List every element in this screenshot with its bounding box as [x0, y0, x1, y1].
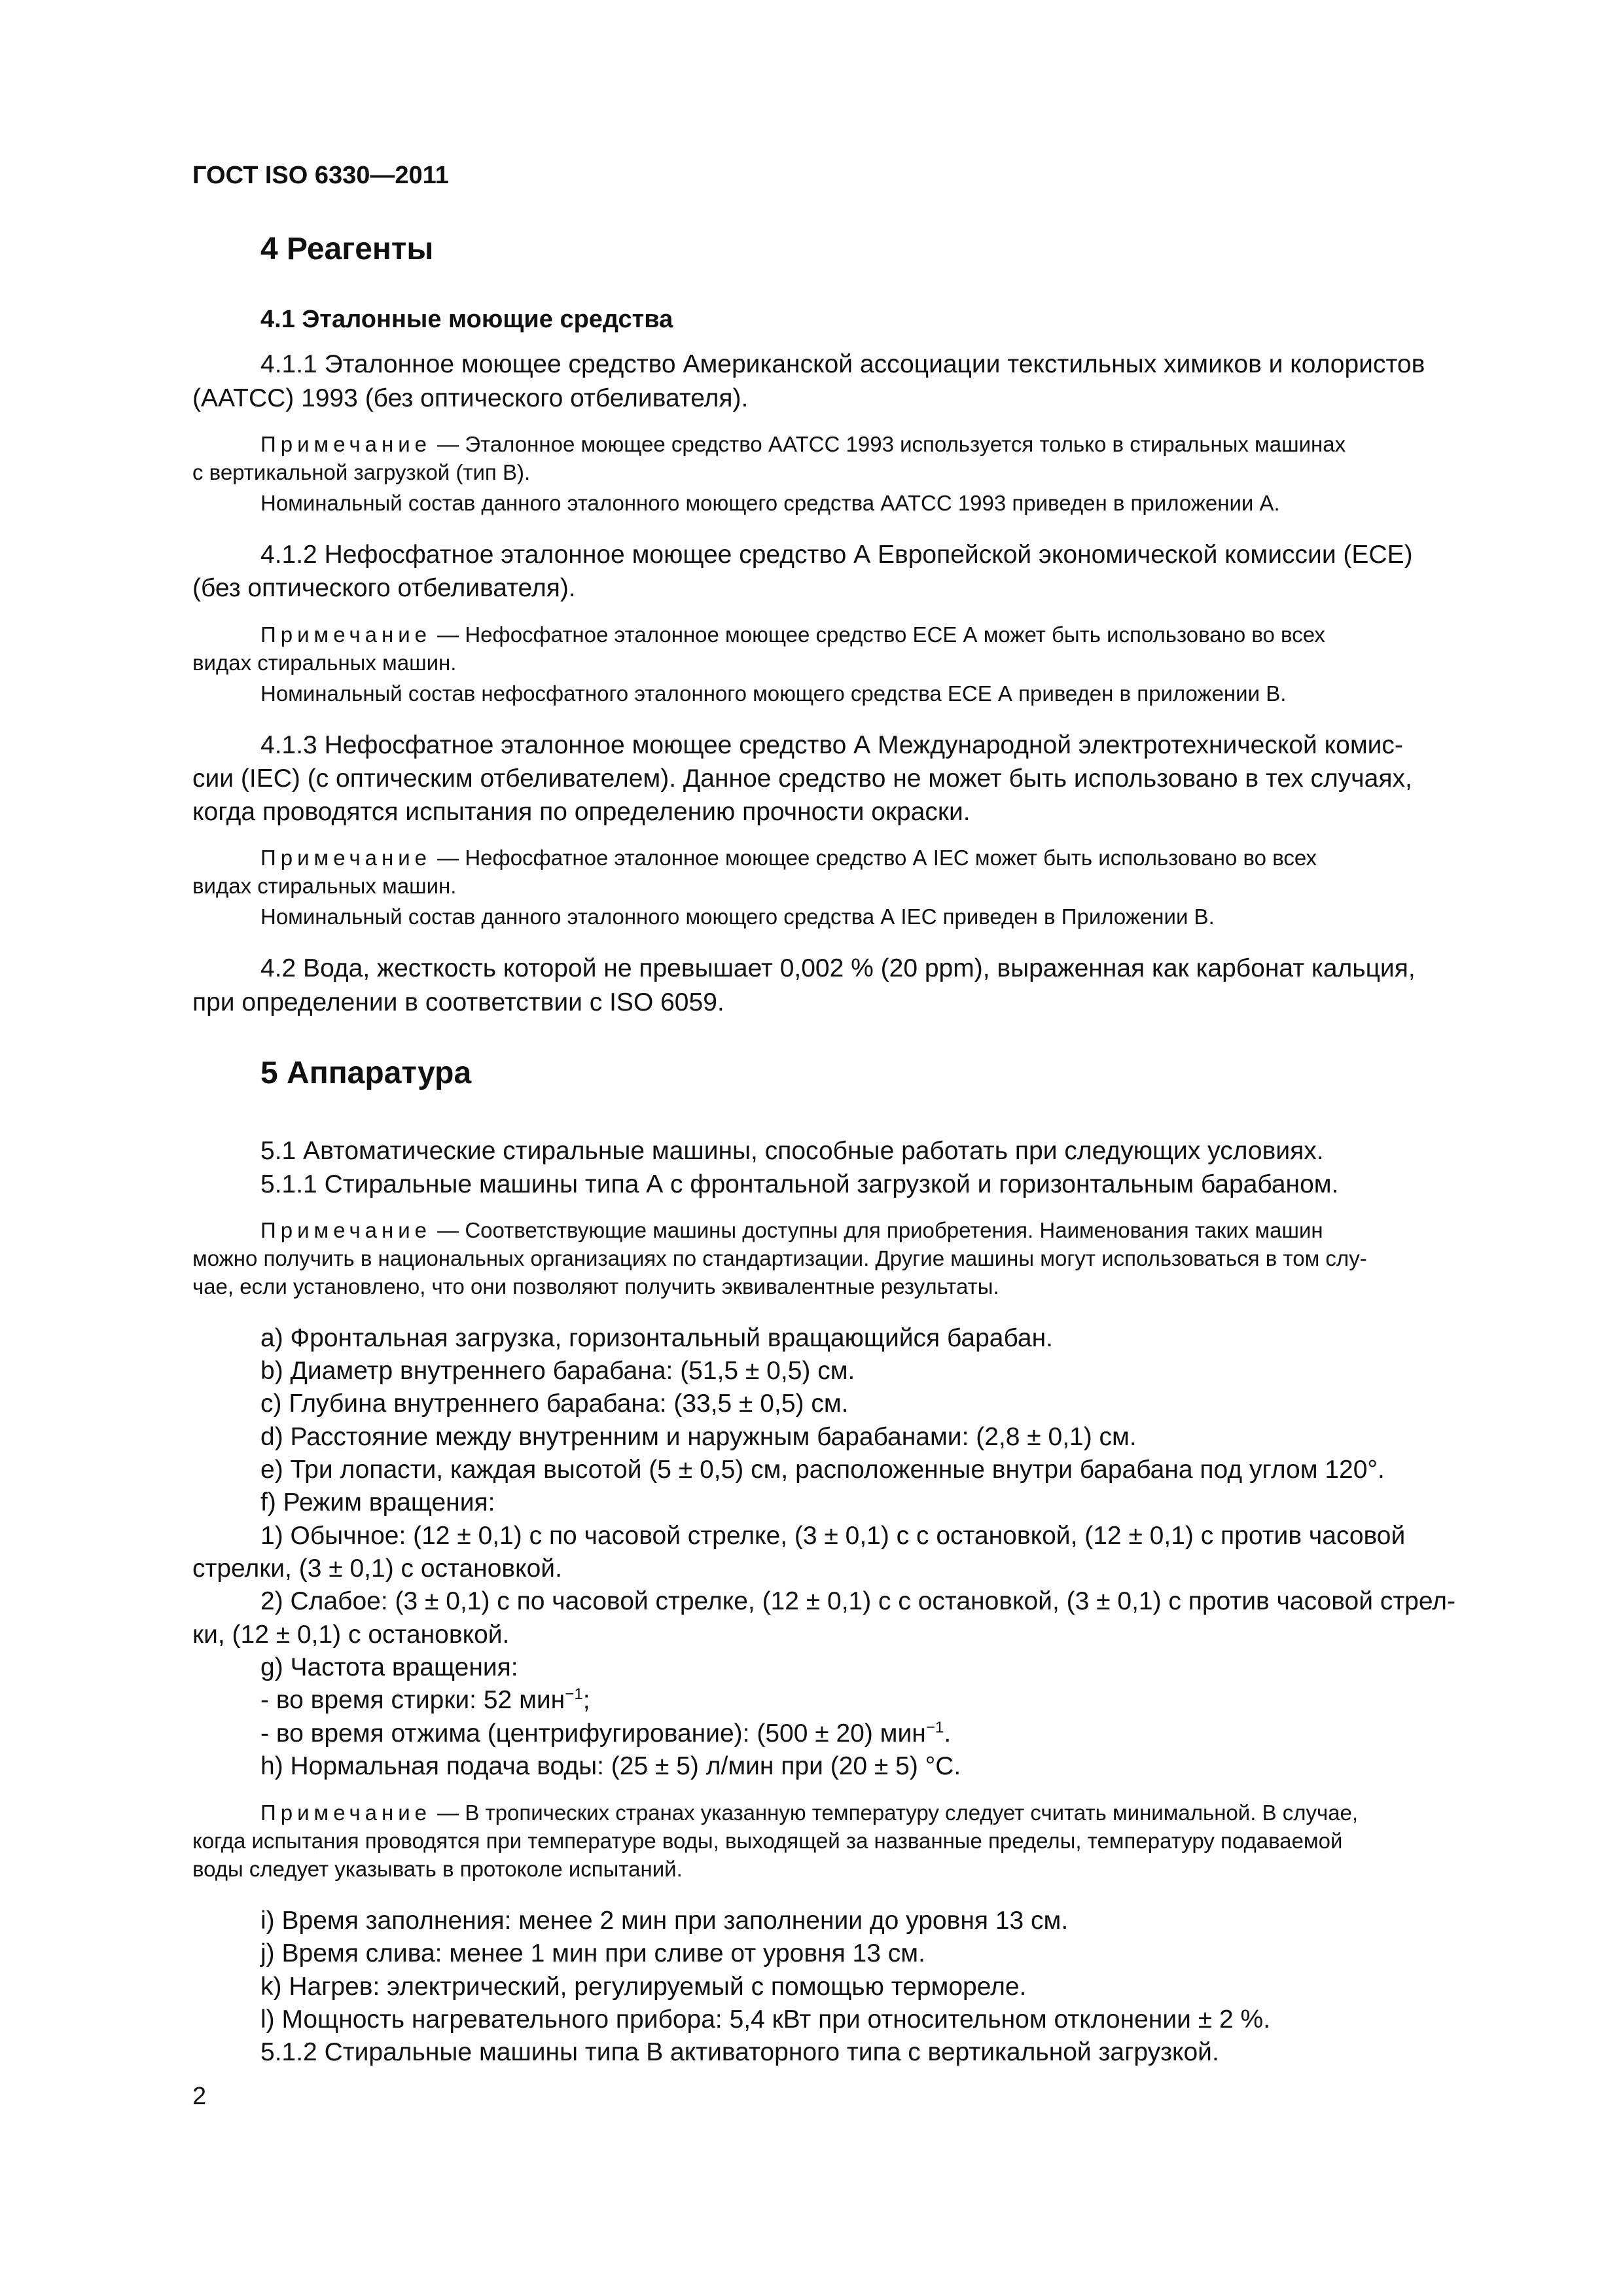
list-item-c: c) Глубина внутреннего барабана: (33,5 ± 0,5) см.: [260, 1390, 849, 1418]
paragraph-4-1-2-line2: (без оптического отбеливателя).: [192, 574, 576, 602]
paragraph-5-1-2: 5.1.2 Стиральные машины типа В активаторного типа с вертикальной загрузкой.: [260, 2038, 1219, 2066]
paragraph-5-1: 5.1 Автоматические стиральные машины, способные работать при следующих условиях.: [260, 1137, 1324, 1165]
note-5-line2: когда испытания проводятся при температуре воды, выходящей за названные пределы, температуру подаваемой: [192, 1829, 1343, 1853]
list-item-j: j) Время слива: менее 1 мин при сливе от уровня 13 см.: [260, 1939, 925, 1967]
paragraph-4-2-line2: при определении в соответствии с ISO 6059.: [192, 988, 724, 1016]
note-4-line3: чае, если установлено, что они позволяют получить эквивалентные результаты.: [192, 1274, 999, 1299]
note-3-line2: видах стиральных машин.: [192, 874, 457, 898]
note-2-line2: видах стиральных машин.: [192, 651, 457, 675]
paragraph-4-1-1-line1: 4.1.1 Эталонное моющее средство Американской ассоциации текстильных химиков и колористов: [260, 350, 1425, 378]
paragraph-4-1-3-line2: сии (IEC) (с оптическим отбеливателем). Данное средство не может быть использовано в тех случаях,: [192, 764, 1412, 793]
note-label: Примечание: [260, 846, 432, 870]
paragraph-4-1-3-line1: 4.1.3 Нефосфатное эталонное моющее средство А Международной электротехнической комис-: [260, 731, 1403, 759]
note-label: Примечание: [260, 1218, 432, 1242]
note-5-line3: воды следует указывать в протоколе испытаний.: [192, 1857, 683, 1881]
note-3-line1: Примечание — Нефосфатное эталонное моющее средство А IEC может быть использовано во всех: [260, 846, 1317, 870]
list-item-e: e) Три лопасти, каждая высотой (5 ± 0,5) см, расположенные внутри барабана под углом 120°.: [260, 1456, 1385, 1484]
list-item-d: d) Расстояние между внутренним и наружным барабанами: (2,8 ± 0,1) см.: [260, 1423, 1137, 1451]
section-5-title: 5 Аппаратура: [260, 1056, 472, 1090]
list-item-h: h) Нормальная подача воды: (25 ± 5) л/мин при (20 ± 5) °С.: [260, 1752, 961, 1780]
paragraph-4-2-line1: 4.2 Вода, жесткость которой не превышает 0,002 % (20 ppm), выраженная как карбонат кальция,: [260, 954, 1416, 982]
note-label: Примечание: [260, 1801, 432, 1825]
rotation-mode-1-line1: 1) Обычное: (12 ± 0,1) с по часовой стрелке, (3 ± 0,1) с с остановкой, (12 ± 0,1) с против часовой: [260, 1522, 1406, 1550]
note-5-line1: Примечание — В тропических странах указанную температуру следует считать минимальной. В случае,: [260, 1801, 1359, 1825]
paragraph-4-1-3-line3: когда проводятся испытания по определению прочности окраски.: [192, 798, 971, 826]
note-label: Примечание: [260, 432, 432, 456]
list-item-g: g) Частота вращения:: [260, 1653, 518, 1681]
speed-wash: - во время стирки: 52 мин$^{-1}$;: [260, 1685, 590, 1714]
subsection-4-1-title: 4.1 Эталонные моющие средства: [260, 306, 673, 333]
note-1-line3: Номинальный состав данного эталонного моющего средства AATCC 1993 приведен в приложении А.: [260, 491, 1280, 515]
note-4-line2: можно получить в национальных организациях по стандартизации. Другие машины могут использоваться в том слу-: [192, 1246, 1367, 1270]
list-item-k: k) Нагрев: электрический, регулируемый с помощью термореле.: [260, 1973, 1027, 2001]
list-item-f: f) Режим вращения:: [260, 1488, 495, 1516]
note-2-line1: Примечание — Нефосфатное эталонное моющее средство ЕСЕ А может быть использовано во всех: [260, 622, 1325, 647]
list-item-a: a) Фронтальная загрузка, горизонтальный вращающийся барабан.: [260, 1324, 1053, 1352]
note-3-line3: Номинальный состав данного эталонного моющего средства А IEC приведен в Приложении В.: [260, 905, 1215, 929]
note-label: Примечание: [260, 622, 432, 647]
list-item-i: i) Время заполнения: менее 2 мин при заполнении до уровня 13 см.: [260, 1907, 1069, 1935]
rotation-mode-2-line2: ки, (12 ± 0,1) с остановкой.: [192, 1621, 510, 1649]
document-header: ГОСТ ISO 6330—2011: [192, 162, 449, 189]
note-1-line1: Примечание — Эталонное моющее средство AATCC 1993 используется только в стиральных машинах: [260, 432, 1346, 456]
speed-spin: - во время отжима (центрифугирование): (500 ± 20) мин$^{-1}$.: [260, 1719, 952, 1748]
list-item-b: b) Диаметр внутреннего барабана: (51,5 ± 0,5) см.: [260, 1357, 855, 1385]
section-4-title: 4 Реагенты: [260, 232, 434, 266]
note-4-line1: Примечание — Соответствующие машины доступны для приобретения. Наименования таких машин: [260, 1218, 1323, 1242]
note-1-line2: с вертикальной загрузкой (тип В).: [192, 460, 531, 484]
paragraph-5-1-1: 5.1.1 Стиральные машины типа А с фронтальной загрузкой и горизонтальным барабаном.: [260, 1170, 1339, 1198]
note-2-line3: Номинальный состав нефосфатного эталонного моющего средства ЕСЕ А приведен в приложении В.: [260, 681, 1287, 706]
page-number: 2: [192, 2083, 207, 2110]
rotation-mode-1-line2: стрелки, (3 ± 0,1) с остановкой.: [192, 1554, 562, 1583]
rotation-mode-2-line1: 2) Слабое: (3 ± 0,1) с по часовой стрелке, (12 ± 0,1) с с остановкой, (3 ± 0,1) с против часовой стрел-: [260, 1587, 1456, 1615]
paragraph-4-1-1-line2: (AATCC) 1993 (без оптического отбеливателя).: [192, 384, 749, 412]
paragraph-4-1-2-line1: 4.1.2 Нефосфатное эталонное моющее средство А Европейской экономической комиссии (ЕСЕ): [260, 541, 1413, 569]
list-item-l: l) Мощность нагревательного прибора: 5,4 кВт при относительном отклонении ± 2 %.: [260, 2005, 1271, 2034]
